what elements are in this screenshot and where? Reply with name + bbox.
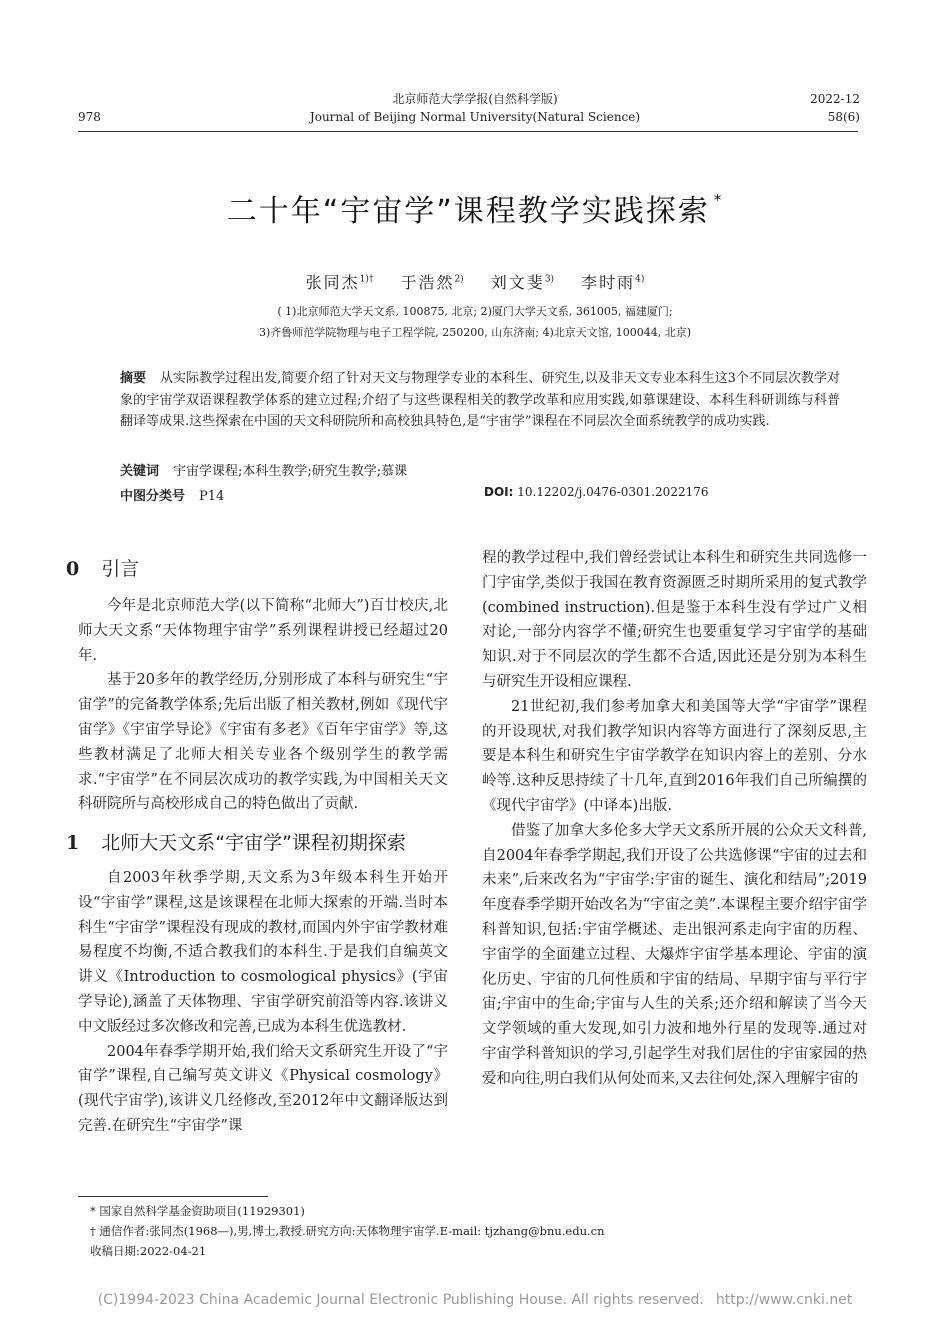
page-title	[0, 186, 950, 230]
section-number: 0	[66, 558, 80, 580]
copyright-text: (C)1994-2023 China Academic Journal Electronic Publishing House. All rights reserved.	[97, 1292, 704, 1308]
footnote-rule	[78, 1196, 268, 1197]
abstract-text: 从实际教学过程出发,简要介绍了针对天文与物理学专业的本科生、研究生,以及非天文专业本科生这3个不同层次教学对象的宇宙学双语课程教学体系的建立过程;介绍了与这些课程相关的教学改革和应用实践,如慕课建设、本科生科研训练与科普翻译等成果.这些探索在中国的天文科研院所和高校独具特色,是“宇宙学”课程在不同层次全面系统教学的成功实践.	[120, 371, 840, 429]
author: 于浩然$^{2)}$	[400, 273, 464, 292]
footnote-funding: * 国家自然科学基金资助项目(11929301)	[90, 1204, 305, 1218]
paragraph: 2004年春季学期开始,我们给天文系研究生开设了“宇宙学”课程,自己编写英文讲义《Physical cosmology》(现代宇宙学),该讲义几经修改,至2012年中文翻译版达到完善.在研究生“宇宙学”课	[78, 1043, 448, 1134]
section-heading-0	[66, 554, 139, 581]
keywords-label: 关键词	[120, 464, 160, 479]
journal-name-cn: 北京师范大学学报(自然科学版)	[392, 92, 558, 106]
doi-value: 10.12202/j.0476-0301.2022176	[517, 485, 709, 499]
copyright-line	[0, 1292, 950, 1308]
paragraph: 借鉴了加拿大多伦多大学天文系所开展的公众天文科普,自2004年春季学期起,我们开设了公共选修课“宇宙的过去和未来”,后来改名为“宇宙学:宇宙的诞生、演化和结局”;2019年度春季学期开始改名为“宇宙之美”.本课程主要介绍宇宙学科普知识,包括:宇宙学概述、走出银河系走向宇宙的历程、宇宙学的全面建立过程、大爆炸宇宙学基本理论、宇宙的演化历史、宇宙的几何性质和宇宙的结局、早期宇宙与平行宇宙;宇宙中的生命;宇宙与人生的关系;还介绍和解读了当今天文学领域的重大发现,如引力波和地外行星的发现等.通过对宇宙学科普知识的学习,引起学生对我们居住的宇宙家园的热爱和向往,明白我们从何处而来,又去往何处,深入理解宇宙的	[482, 822, 867, 1087]
paragraph: 自2003年秋季学期,天文系为3年级本科生开始开设“宇宙学”课程,这是该课程在北师大探索的开端.当时本科生“宇宙学”课程没有现成的教材,而国内外宇宙学教材难易程度不均衡,不适合教我们的本科生.于是我们自编英文讲义《Introduction to cosmological physics》(宇宙学导论),涵盖了天体物理、宇宙学研究前沿等内容.该讲义中文版经过多次修改和完善,已成为本科生优选教材.	[78, 870, 448, 1035]
affiliation-line: 3)齐鲁师范学院物理与电子工程学院, 250200, 山东济南; 4)北京天文馆, 100044, 北京)	[258, 326, 692, 339]
issue-date: 2022-12	[810, 92, 860, 106]
keywords	[120, 460, 407, 479]
section-1-body	[78, 866, 448, 1139]
journal-header	[250, 90, 700, 126]
issue-info	[810, 90, 860, 126]
abstract-label: 摘要	[120, 371, 147, 386]
paragraph: 基于20多年的教学经历,分别形成了本科与研究生“宇宙学”的完备教学体系;先后出版了相关教材,例如《现代宇宙学》《宇宙学导论》《宇宙有多老》《百年宇宙学》等,这些教材满足了北师大相关专业各个级别学生的教学需求.“宇宙学”在不同层次成功的教学实践,为中国相关天文科研院所与高校形成自己的特色做出了贡献.	[78, 672, 448, 813]
doi	[484, 485, 709, 499]
classification-label: 中图分类号	[120, 489, 186, 504]
title-footnote-mark: *	[713, 191, 724, 209]
section-heading-1	[66, 828, 406, 855]
volume-number: 58(6)	[827, 110, 860, 124]
paragraph: 程的教学过程中,我们曾经尝试让本科生和研究生共同选修一门宇宙学,类似于我国在教育资源匮乏时期所采用的复式教学(combined instruction).但是鉴于本科生没有学过广义相对论,一部分内容学不懂;研究生也要重复学习宇宙学的基础知识.对于不同层次的学生都不合适,因此还是分别为本科生与研究生开设相应课程.	[482, 550, 867, 690]
page-number: 978	[78, 110, 101, 124]
paragraph: 今年是北京师范大学(以下简称“北师大”)百廿校庆,北师大天文系“天体物理宇宙学”系列课程讲授已经超过20年.	[78, 598, 448, 664]
abstract	[120, 368, 840, 433]
author-list	[0, 270, 950, 293]
classification	[120, 485, 224, 504]
paragraph: 21世纪初,我们参考加拿大和美国等大学“宇宙学”课程的开设现状,对我们教学知识内容等方面进行了深刻反思,主要是本科生和研究生宇宙学教学在知识内容上的差别、分水岭等.这种反思持续了十几年,直到2016年我们自己所编撰的《现代宇宙学》(中译本)出版.	[482, 698, 867, 814]
footnote-received-date: 收稿日期:2022-04-21	[90, 1244, 207, 1258]
doi-label: DOI:	[484, 485, 514, 499]
author: 刘文斐$^{3)}$	[490, 273, 555, 292]
author: 李时雨$^{4)}$	[581, 273, 645, 292]
classification-code: P14	[199, 489, 225, 504]
author: 张同杰$^{1)\dagger}$	[305, 273, 374, 292]
affiliation-line: ( 1)北京师范大学天文系, 100875, 北京; 2)厦门大学天文系, 361005, 福建厦门;	[277, 305, 673, 318]
cnki-link[interactable]: http://www.cnki.net	[715, 1292, 853, 1308]
intro-body	[78, 594, 448, 817]
section-number: 1	[66, 832, 80, 854]
section-title: 引言	[101, 558, 140, 580]
journal-name-en: Journal of Beijing Normal University(Natural Science)	[309, 110, 641, 124]
title-text: 二十年“宇宙学”课程教学实践探索	[226, 194, 710, 229]
right-column-body	[482, 546, 867, 1092]
footnote-correspondence: † 通信作者:张同杰(1968—),男,博士,教授.研究方向:天体物理宇宙学.E-mail: tjzhang@bnu.edu.cn	[90, 1224, 605, 1238]
keywords-text: 宇宙学课程;本科生教学;研究生教学;慕课	[173, 464, 408, 479]
section-title: 北师大天文系“宇宙学”课程初期探索	[101, 832, 406, 854]
header-rule	[78, 131, 858, 132]
